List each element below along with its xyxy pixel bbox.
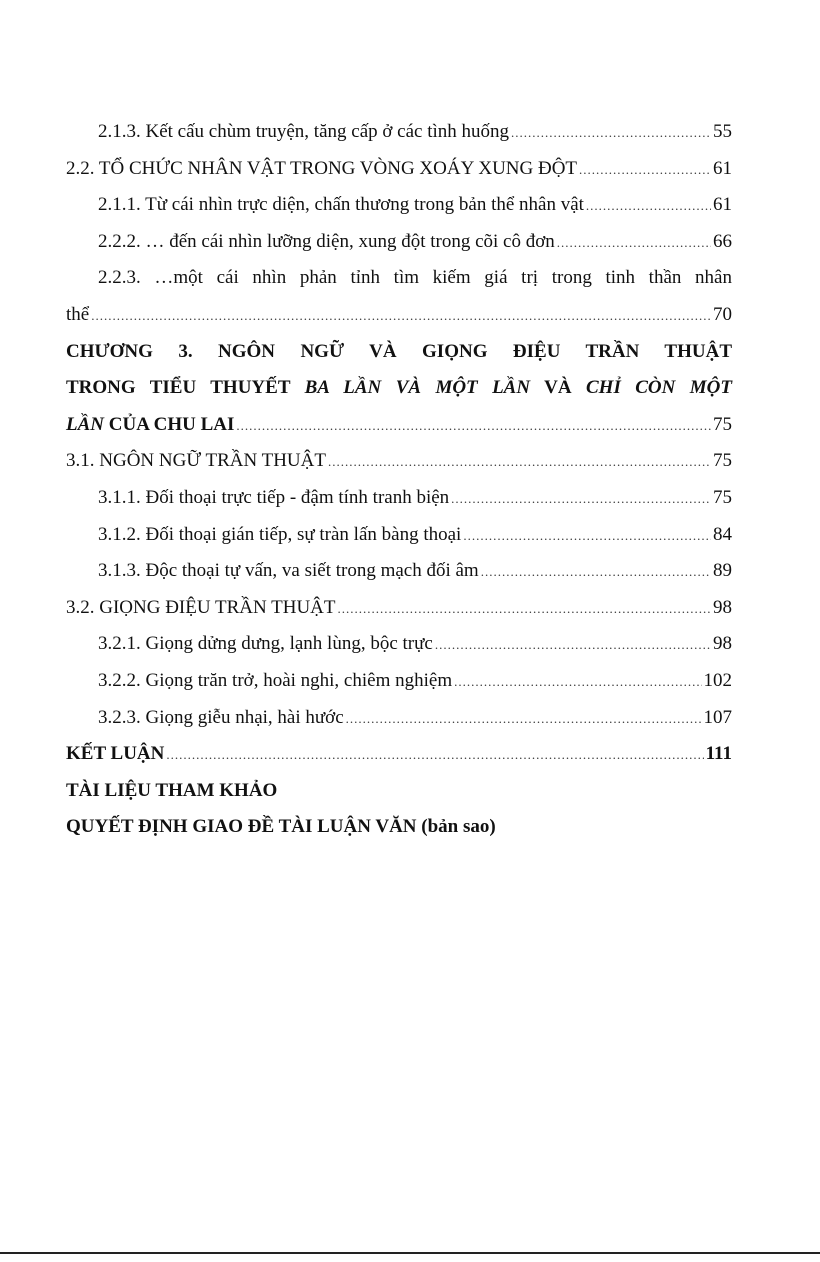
toc-entry-page: 89 (713, 560, 732, 582)
toc-entry-3-1-2 (66, 517, 732, 554)
toc-entry-page: 98 (713, 633, 732, 655)
toc-entry-label: 3.1.1. Đối thoại trực tiếp - đậm tính tranh biện (98, 486, 450, 508)
toc-entry-label: 2.2.2. … đến cái nhìn lưỡng diện, xung đột trong cõi cô đơn (98, 230, 555, 252)
toc-entry-page: 84 (713, 523, 732, 545)
toc-entry-conclusion (66, 736, 732, 773)
toc-entry-3-2 (66, 590, 732, 627)
toc-entry-page: 70 (713, 303, 732, 325)
dot-leader (435, 626, 711, 664)
toc-entry-2-1-3 (66, 114, 732, 151)
chapter-3-line3 (66, 407, 732, 444)
toc-entry-2-2 (66, 151, 732, 188)
dot-leader (451, 480, 711, 518)
dot-leader (166, 736, 703, 774)
toc-entry-page: 107 (703, 706, 732, 728)
dot-leader (463, 517, 711, 555)
toc-entry-page: 98 (713, 596, 732, 618)
chapter-3-line1: CHƯƠNG 3. NGÔN NGỮ VÀ GIỌNG ĐIỆU TRẦN THUẬT (66, 340, 732, 362)
toc-entry-2-2-3-line2 (66, 297, 732, 334)
chapter-3-text: VÀ (530, 377, 586, 399)
toc-entry-decision (66, 809, 732, 846)
dot-leader (557, 224, 711, 262)
toc-entry-3-2-1 (66, 626, 732, 663)
toc-entry-3-1-1 (66, 480, 732, 517)
novel-title-2: CHỈ CÒN MỘT (586, 377, 732, 399)
toc-entry-page: 75 (713, 413, 732, 435)
toc-entry-label: 2.2. TỔ CHỨC NHÂN VẬT TRONG VÒNG XOÁY XUNG ĐỘT (66, 157, 578, 179)
toc-entry-2-2-2 (66, 224, 732, 261)
dot-leader (328, 443, 711, 481)
dot-leader (91, 297, 711, 335)
chapter-3-text: TRONG TIỂU THUYẾT (66, 377, 305, 399)
toc-entry-label: 3.1.2. Đối thoại gián tiếp, sự tràn lấn bàng thoại (98, 523, 462, 545)
toc-entry-page: 61 (713, 194, 732, 216)
dot-leader (579, 151, 711, 189)
table-of-contents (66, 114, 732, 846)
toc-entry-page: 66 (713, 230, 732, 252)
toc-entry-label: 3.1.3. Độc thoại tự vấn, va siết trong mạch đối âm (98, 560, 479, 582)
toc-entry-label: 3.2. GIỌNG ĐIỆU TRẦN THUẬT (66, 596, 336, 618)
toc-entry-page: 111 (705, 743, 732, 765)
toc-entry-label: 3.2.3. Giọng giễu nhại, hài hước (98, 706, 344, 728)
toc-entry-3-1 (66, 443, 732, 480)
toc-entry-label (66, 407, 234, 444)
chapter-3-line2 (66, 370, 732, 407)
toc-entry-references (66, 773, 732, 810)
toc-entry-2-1-1 (66, 187, 732, 224)
toc-entry-label: 2.1.1. Từ cái nhìn trực diện, chấn thương trong bản thể nhân vật (98, 194, 584, 216)
toc-entry-3-2-3 (66, 700, 732, 737)
toc-entry-page: 75 (713, 450, 732, 472)
toc-entry-3-2-2 (66, 663, 732, 700)
toc-entry-label: 3.2.2. Giọng trăn trở, hoài nghi, chiêm nghiệm (98, 669, 453, 691)
chapter-3-text: CỦA CHU LAI (104, 413, 235, 435)
dot-leader (586, 187, 711, 225)
toc-entry-3-1-3 (66, 553, 732, 590)
toc-entry-page: 102 (703, 669, 732, 691)
dot-leader (346, 700, 702, 738)
toc-entry-label: QUYẾT ĐỊNH GIAO ĐỀ TÀI LUẬN VĂN (bản sao) (66, 816, 496, 838)
toc-entry-page: 75 (713, 486, 732, 508)
dot-leader (511, 114, 711, 152)
toc-entry-label: TÀI LIỆU THAM KHẢO (66, 779, 278, 801)
toc-entry-label: 2.1.3. Kết cấu chùm truyện, tăng cấp ở các tình huống (98, 121, 510, 142)
page-bottom-rule (0, 1252, 820, 1254)
toc-entry-label: 3.1. NGÔN NGỮ TRẦN THUẬT (66, 450, 326, 472)
dot-leader (481, 553, 711, 591)
novel-title-2-end: LẦN (66, 413, 104, 435)
dot-leader (338, 590, 712, 628)
toc-entry-page: 61 (713, 157, 732, 179)
novel-title-1: BA LẦN VÀ MỘT LẦN (304, 377, 531, 399)
toc-entry-2-2-3-line1: 2.2.3. …một cái nhìn phản tỉnh tìm kiếm giá trị trong tinh thần nhân (98, 267, 732, 289)
toc-entry-page: 55 (713, 121, 732, 142)
dot-leader (454, 663, 701, 701)
toc-entry-label: thể (66, 303, 90, 325)
toc-entry-label: 3.2.1. Giọng dửng dưng, lạnh lùng, bộc trực (98, 633, 433, 655)
toc-entry-label: KẾT LUẬN (66, 743, 165, 765)
dot-leader (236, 407, 711, 445)
